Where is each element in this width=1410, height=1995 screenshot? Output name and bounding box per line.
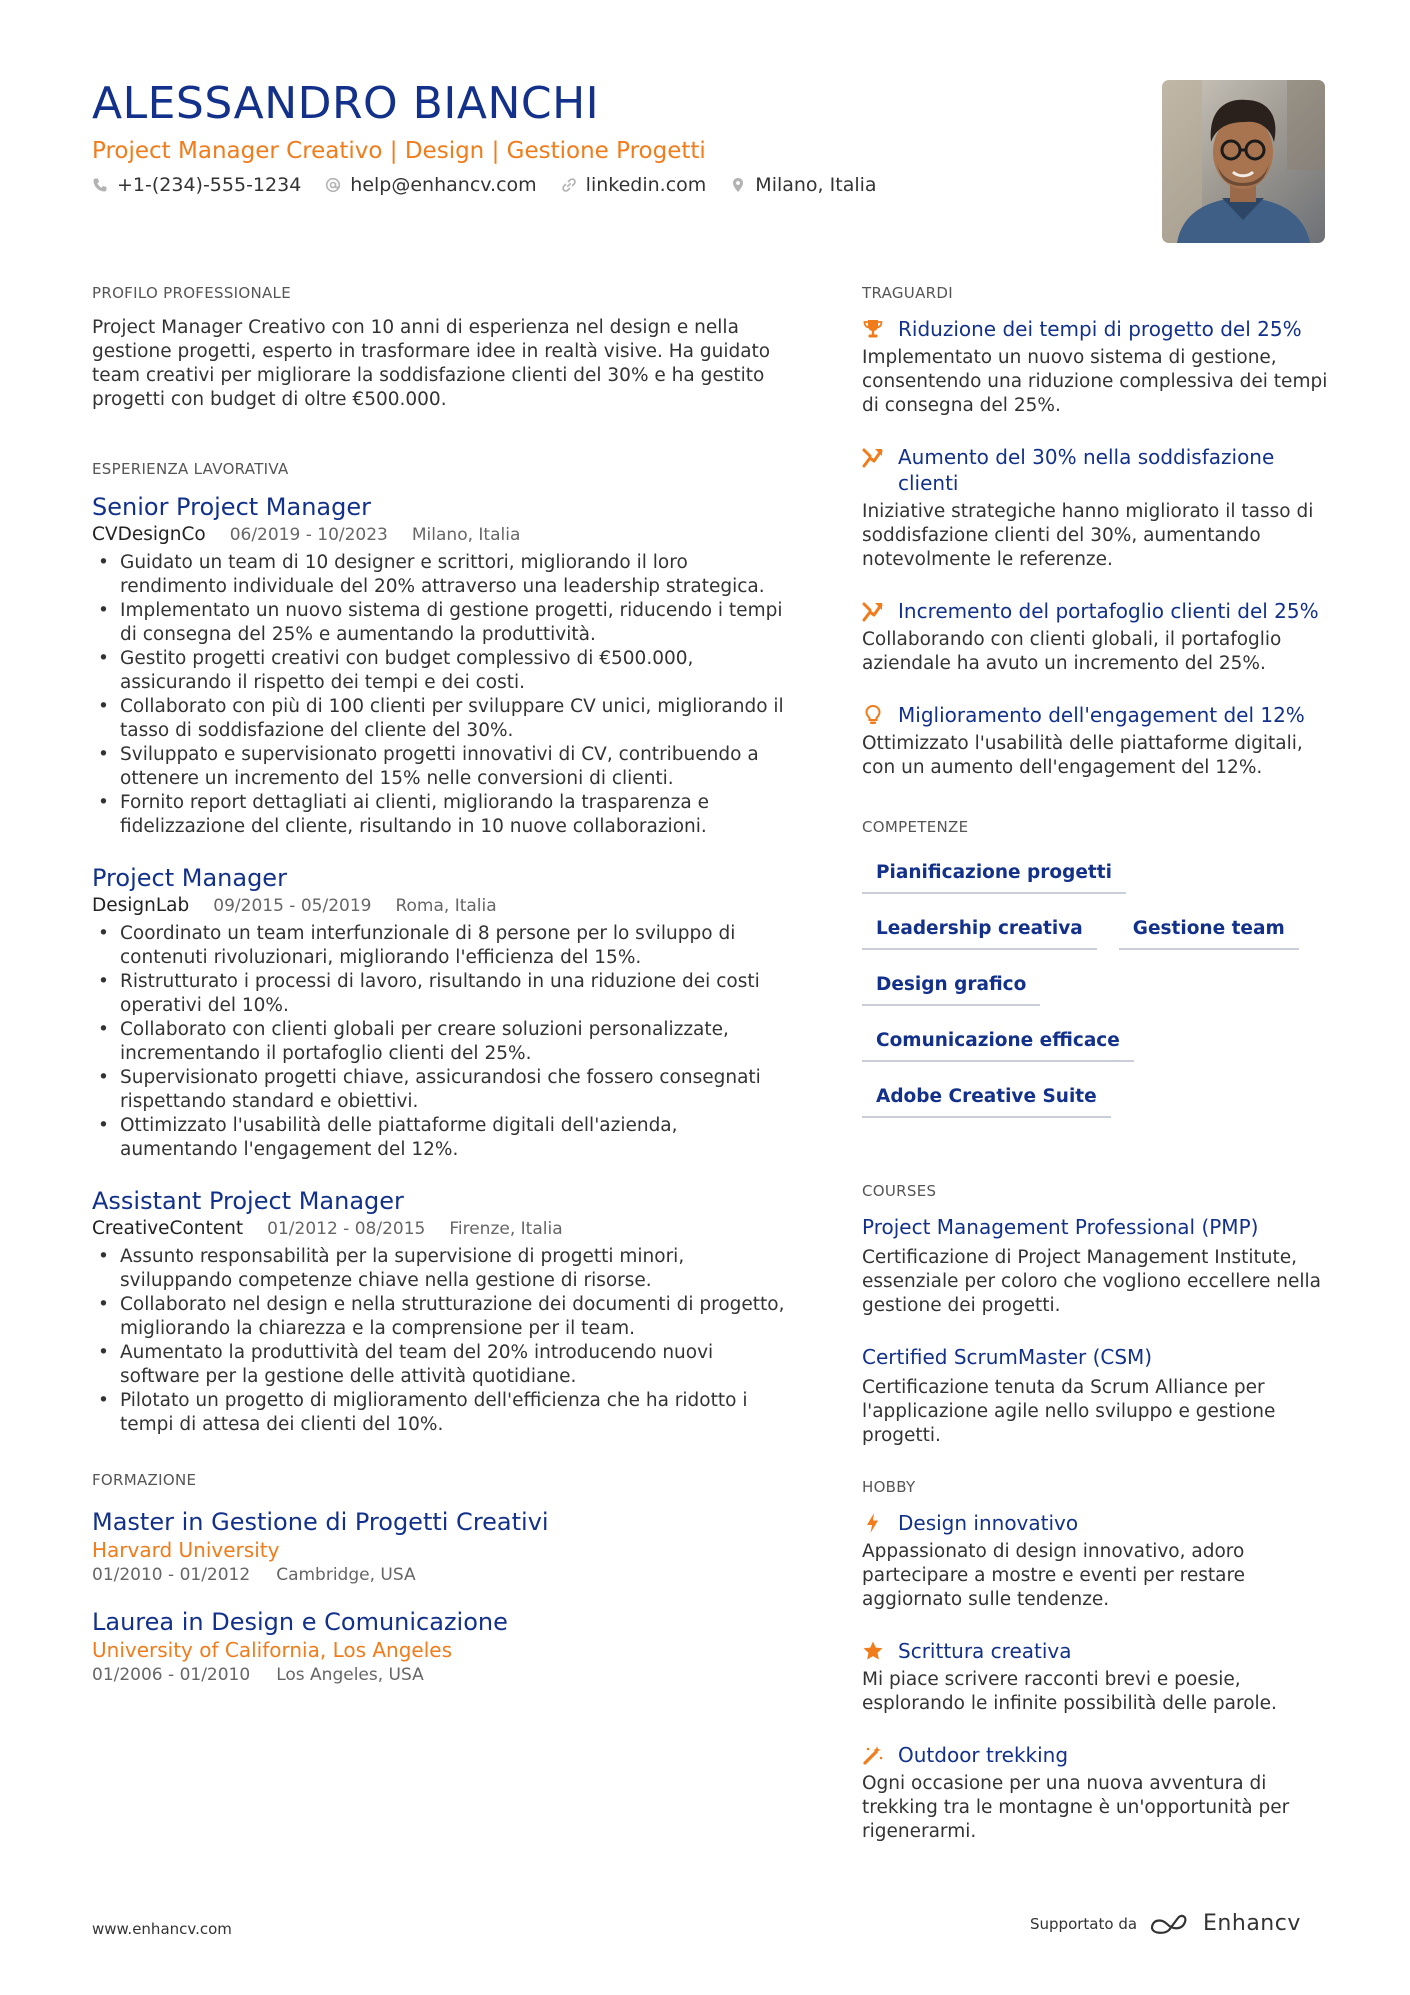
- achievement-item: [862, 702, 1330, 780]
- education-meta: [92, 1663, 792, 1687]
- hobby-title: Outdoor trekking: [898, 1743, 1069, 1767]
- link-icon: [561, 177, 577, 193]
- job-title: Senior Project Manager: [92, 493, 371, 521]
- achievement-description: Ottimizzato l'usabilità delle piattaforme digitali, con un aumento dell'engagement del 12%.: [862, 733, 1303, 778]
- contact-email[interactable]: [325, 174, 536, 196]
- course-description: Certificazione di Project Management Institute, essenziale per coloro che vogliono eccellere nella gestione dei progetti.: [862, 1247, 1321, 1316]
- job-dates: 01/2012 - 08/2015: [267, 1219, 426, 1239]
- job-bullet: • Collaborato nel design e nella strutturazione dei documenti di progetto, migliorando la chiarezza e la comprensione per il team.: [92, 1293, 792, 1341]
- job-bullet: • Ristrutturato i processi di lavoro, risultando in una riduzione dei costi operativi del 10%.: [92, 970, 792, 1018]
- magic-wand-icon: [862, 1744, 884, 1766]
- contact-email-text: help@enhancv.com: [350, 174, 537, 196]
- profile-section: [92, 284, 792, 412]
- phone-icon: [92, 177, 108, 193]
- contact-linkedin-text: linkedin.com: [585, 174, 707, 196]
- footer-branding: [1030, 1911, 1301, 1936]
- section-title-experience: ESPERIENZA LAVORATIVA: [92, 460, 289, 478]
- job-bullet: • Implementato un nuovo sistema di gestione progetti, riducendo i tempi di consegna del 25% e aumentando la produttività.: [92, 599, 792, 647]
- section-title-courses: COURSES: [862, 1182, 937, 1200]
- job-company: CVDesignCo: [92, 524, 206, 545]
- job-bullet: • Supervisionato progetti chiave, assicurandosi che fossero consegnati rispettando standard e obiettivi.: [92, 1066, 792, 1114]
- hobby-item: [862, 1638, 1330, 1716]
- contact-phone[interactable]: [92, 174, 301, 196]
- job-bullet: • Fornito report dettagliati ai clienti, migliorando la trasparenza e fidelizzazione del cliente, risultando in 10 nuove collaborazioni.: [92, 791, 792, 839]
- education-section: [92, 1471, 792, 1687]
- hobby-description: Ogni occasione per una nuova avventura di trekking tra le montagne è un'opportunità per rigenerarmi.: [862, 1773, 1290, 1842]
- footer-website[interactable]: www.enhancv.com: [92, 1920, 232, 1938]
- job-meta: [92, 1218, 792, 1239]
- growth-arrow-icon: [862, 600, 884, 622]
- job-location: Milano, Italia: [411, 525, 521, 545]
- right-column: [862, 284, 1330, 1870]
- hobbies-section: [862, 1478, 1330, 1844]
- skill-tag: Adobe Creative Suite: [862, 1080, 1111, 1118]
- job-meta: [92, 895, 792, 916]
- education-dates: 01/2010 - 01/2012: [92, 1565, 251, 1585]
- lightbulb-icon: [862, 704, 884, 726]
- section-title-achievements: TRAGUARDI: [862, 284, 953, 302]
- section-title-skills: COMPETENZE: [862, 818, 969, 836]
- achievement-item: [862, 598, 1330, 676]
- hobby-description: Mi piace scrivere racconti brevi e poesie, esplorando le infinite possibilità delle parole.: [862, 1669, 1277, 1714]
- job-entry: [92, 492, 792, 839]
- education-meta: [92, 1563, 792, 1587]
- course-item: [862, 1344, 1330, 1448]
- job-list: [92, 492, 792, 1437]
- profile-photo: [1162, 80, 1325, 243]
- job-bullet: • Pilotato un progetto di miglioramento dell'efficienza che ha ridotto i tempi di attesa dei clienti del 10%.: [92, 1389, 792, 1437]
- job-bullet: • Collaborato con più di 100 clienti per sviluppare CV unici, migliorando il tasso di soddisfazione del cliente del 30%.: [92, 695, 792, 743]
- powered-by-label: Supportato da: [1030, 1914, 1138, 1933]
- section-title-hobbies: HOBBY: [862, 1478, 916, 1496]
- education-degree: Laurea in Design e Comunicazione: [92, 1608, 508, 1636]
- achievement-title: Miglioramento dell'engagement del 12%: [898, 703, 1305, 727]
- contact-location-text: Milano, Italia: [755, 174, 877, 196]
- course-item: [862, 1214, 1330, 1318]
- candidate-name: ALESSANDRO BIANCHI: [92, 78, 600, 129]
- job-bullets: [92, 551, 792, 839]
- hobby-description: Appassionato di design innovativo, adoro partecipare a mostre e eventi per restare aggiornato sulle tendenze.: [862, 1541, 1246, 1610]
- courses-section: [862, 1182, 1330, 1448]
- job-company: CreativeContent: [92, 1218, 244, 1239]
- job-title: Assistant Project Manager: [92, 1187, 404, 1215]
- growth-arrow-icon: [862, 446, 884, 468]
- location-icon: [730, 177, 746, 193]
- job-location: Roma, Italia: [395, 896, 497, 916]
- job-bullet: • Sviluppato e supervisionato progetti innovativi di CV, contribuendo a ottenere un incremento del 15% nelle conversioni di clienti.: [92, 743, 792, 791]
- hobby-list: [862, 1510, 1330, 1844]
- achievement-title: Riduzione dei tempi di progetto del 25%: [898, 317, 1302, 341]
- hobby-item: [862, 1742, 1330, 1844]
- section-title-profile: PROFILO PROFESSIONALE: [92, 284, 291, 302]
- education-location: Cambridge, USA: [276, 1565, 416, 1585]
- achievement-description: Iniziative strategiche hanno migliorato il tasso di soddisfazione clienti del 30%, aumentando notevolmente le referenze.: [862, 501, 1314, 570]
- education-entry: [92, 1607, 792, 1687]
- at-icon: [325, 177, 341, 193]
- education-location: Los Angeles, USA: [276, 1665, 424, 1685]
- job-bullet: • Ottimizzato l'usabilità delle piattaforme digitali dell'azienda, aumentando l'engagement del 12%.: [92, 1114, 792, 1162]
- job-entry: [92, 863, 792, 1162]
- job-bullets: [92, 1245, 792, 1437]
- achievement-title: Incremento del portafoglio clienti del 25%: [898, 599, 1319, 623]
- job-company: DesignLab: [92, 895, 190, 916]
- star-icon: [862, 1640, 884, 1662]
- hobby-title: Scrittura creativa: [898, 1639, 1072, 1663]
- contact-linkedin[interactable]: [561, 174, 707, 196]
- course-description: Certificazione tenuta da Scrum Alliance per l'applicazione agile nello sviluppo e gestione progetti.: [862, 1377, 1276, 1446]
- job-meta: [92, 524, 792, 545]
- skills-section: [862, 818, 1330, 1136]
- skill-tag: Gestione team: [1119, 912, 1299, 950]
- job-dates: 06/2019 - 10/2023: [229, 525, 388, 545]
- job-bullets: [92, 922, 792, 1162]
- course-list: [862, 1214, 1330, 1448]
- job-bullet: • Aumentato la produttività del team del 20% introducendo nuovi software per la gestione delle attività quotidiane.: [92, 1341, 792, 1389]
- job-dates: 09/2015 - 05/2019: [213, 896, 372, 916]
- achievement-item: [862, 444, 1330, 572]
- bolt-icon: [862, 1512, 884, 1534]
- job-bullet: • Coordinato un team interfunzionale di 8 persone per lo sviluppo di contenuti rivoluzionari, migliorando l'efficienza del 15%.: [92, 922, 792, 970]
- section-title-education: FORMAZIONE: [92, 1471, 197, 1489]
- profile-summary: Project Manager Creativo con 10 anni di esperienza nel design e nella gestione progetti, esperto in trasformare idee in realtà visive. Ha guidato team creativi per migliorare la soddisfazione clienti del 30% e ha gestito progetti con budget di oltre €500.000.: [92, 317, 771, 410]
- course-title: Project Management Professional (PMP): [862, 1215, 1259, 1239]
- contact-phone-text: +1-(234)-555-1234: [117, 174, 302, 196]
- achievement-item: [862, 316, 1330, 418]
- achievements-section: [862, 284, 1330, 780]
- achievement-title: Aumento del 30% nella soddisfazione clienti: [898, 445, 1275, 495]
- left-column: [92, 284, 792, 1707]
- trophy-icon: [862, 318, 884, 340]
- contact-location: [730, 174, 876, 196]
- education-school: Harvard University: [92, 1538, 280, 1562]
- job-bullet: • Guidato un team di 10 designer e scrittori, migliorando il loro rendimento individuale del 20% attraverso una leadership strategica.: [92, 551, 792, 599]
- experience-section: [92, 460, 792, 1437]
- job-bullet: • Assunto responsabilità per la supervisione di progetti minori, sviluppando competenze chiave nella gestione di risorse.: [92, 1245, 792, 1293]
- skill-tag: Comunicazione efficace: [862, 1024, 1134, 1062]
- hobby-item: [862, 1510, 1330, 1612]
- hobby-title: Design innovativo: [898, 1511, 1079, 1535]
- skill-tag: Design grafico: [862, 968, 1040, 1006]
- skill-tag: Leadership creativa: [862, 912, 1097, 950]
- candidate-headline: Project Manager Creativo | Design | Gestione Progetti: [92, 138, 706, 164]
- job-title: Project Manager: [92, 864, 287, 892]
- enhancv-logo-icon: [1149, 1912, 1195, 1936]
- job-bullet: • Collaborato con clienti globali per creare soluzioni personalizzate, incrementando il portafoglio clienti del 25%.: [92, 1018, 792, 1066]
- education-entry: [92, 1507, 792, 1587]
- contact-bar: [92, 174, 901, 196]
- achievement-description: Collaborando con clienti globali, il portafoglio aziendale ha avuto un incremento del 25%.: [862, 629, 1282, 674]
- education-dates: 01/2006 - 01/2010: [92, 1665, 251, 1685]
- education-school: University of California, Los Angeles: [92, 1638, 453, 1662]
- skill-list: [862, 856, 1330, 1136]
- skill-tag: Pianificazione progetti: [862, 856, 1126, 894]
- job-bullet: • Gestito progetti creativi con budget complessivo di €500.000, assicurando il rispetto dei tempi e dei costi.: [92, 647, 792, 695]
- achievement-description: Implementato un nuovo sistema di gestione, consentendo una riduzione complessiva dei tempi di consegna del 25%.: [862, 347, 1328, 416]
- job-entry: [92, 1186, 792, 1437]
- education-degree: Master in Gestione di Progetti Creativi: [92, 1508, 549, 1536]
- achievement-list: [862, 316, 1330, 780]
- education-list: [92, 1507, 792, 1687]
- brand-name: Enhancv: [1203, 1911, 1301, 1936]
- job-location: Firenze, Italia: [449, 1219, 563, 1239]
- course-title: Certified ScrumMaster (CSM): [862, 1345, 1153, 1369]
